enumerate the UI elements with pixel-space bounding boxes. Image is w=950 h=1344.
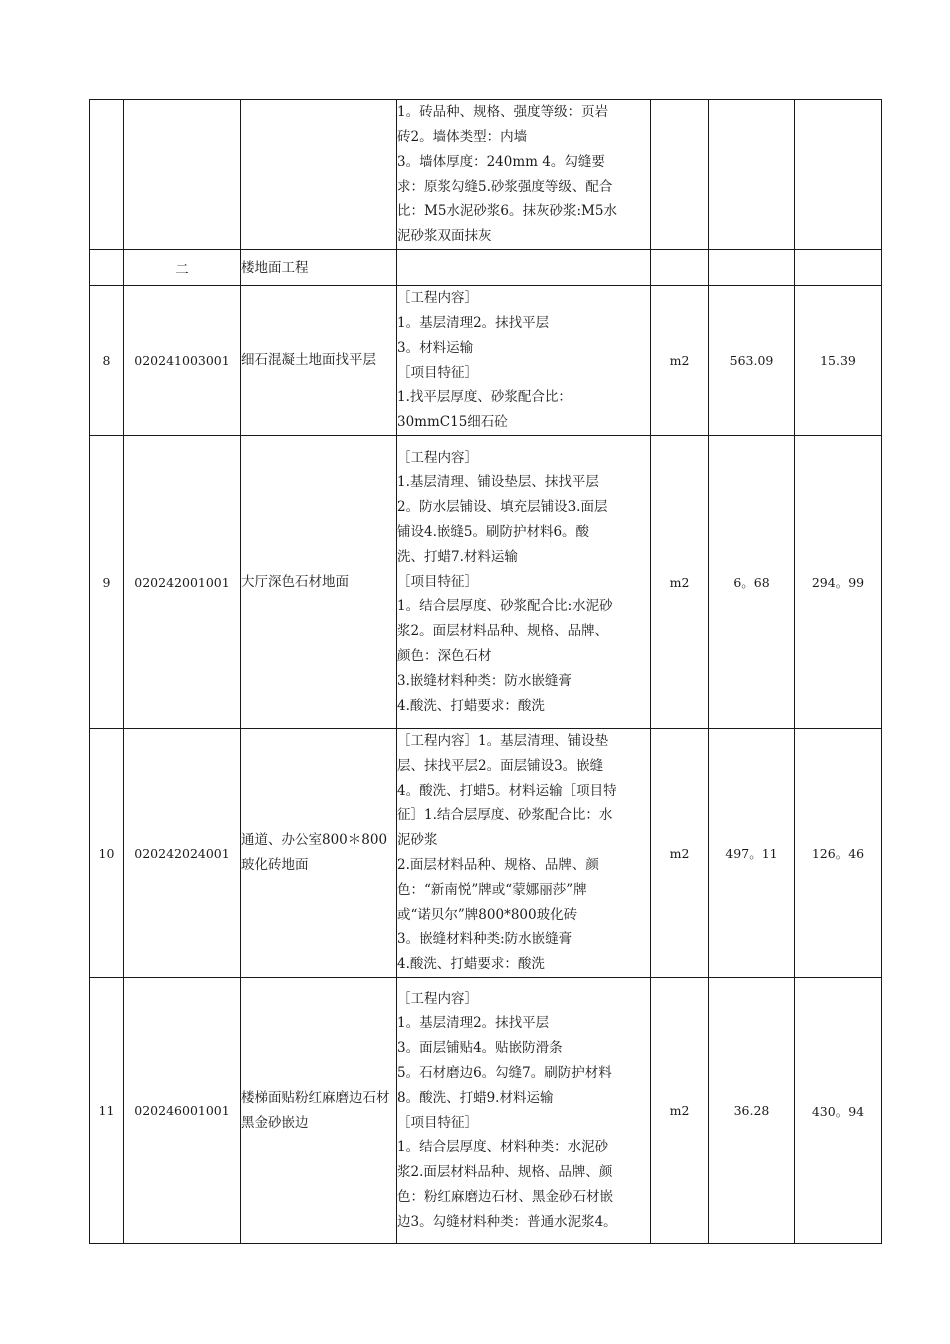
- quantity-cell: 6。68: [709, 436, 795, 729]
- row-number-cell: [90, 100, 124, 250]
- unit-price-cell: 294。99: [795, 436, 882, 729]
- description-line: 比：M5水泥砂浆6。抹灰砂浆:M5水: [397, 203, 617, 220]
- description-line: 3.嵌缝材料种类：防水嵌缝膏: [397, 672, 572, 689]
- description-line: 1。基层清理2。抹找平层: [397, 314, 550, 331]
- unit-price-cell: 126。46: [795, 729, 882, 978]
- description-line: 求：原浆勾缝5.砂浆强度等级、配合: [397, 178, 613, 195]
- quantity-cell: [709, 250, 795, 286]
- unit-price-cell: [795, 250, 882, 286]
- unit-cell: [651, 250, 709, 286]
- unit-price-cell: 430。94: [795, 978, 882, 1244]
- description-line: 或“诺贝尔”牌800*800玻化砖: [397, 906, 578, 923]
- item-name-cell: 楼梯面贴粉红麻磨边石材黑金砂嵌边: [241, 978, 397, 1244]
- description-line: ［工程内容］: [397, 990, 478, 1007]
- description-line: 1.基层清理、铺设垫层、抹找平层: [397, 474, 599, 491]
- description-line: 3。墙体厚度：240mm 4。勾缝要: [397, 153, 605, 170]
- table-row: [90, 100, 882, 250]
- unit-cell: m2: [651, 978, 709, 1244]
- item-name-cell: 大厅深色石材地面: [241, 436, 397, 729]
- description-line: ［项目特征］: [397, 1114, 478, 1131]
- description-cell: [397, 978, 651, 1244]
- quantity-cell: [709, 100, 795, 250]
- table-row: [90, 436, 882, 729]
- description-line: 2.面层材料品种、规格、品牌、颜: [397, 857, 599, 873]
- description-cell: [397, 250, 651, 286]
- description-line: ［工程内容］: [397, 449, 478, 466]
- description-line: ［工程内容］: [397, 290, 478, 307]
- description-cell: [397, 729, 651, 978]
- section-number-cell: 二: [124, 250, 241, 286]
- description-line: 色：“新南悦”牌或“蒙娜丽莎”牌: [397, 881, 587, 898]
- unit-price-cell: [795, 100, 882, 250]
- description-line: 1。砖品种、规格、强度等级：页岩: [397, 104, 609, 121]
- description-lines: [397, 987, 650, 1235]
- description-line: 4.酸洗、打蜡要求：酸洗: [397, 956, 545, 973]
- description-line: 泥砂浆双面抹灰: [397, 228, 492, 245]
- description-line: 洗、打蜡7.材料运输: [397, 548, 518, 565]
- row-number-cell: [90, 250, 124, 286]
- description-line: 铺设4.嵌缝5。刷防护材料6。酸: [397, 524, 590, 540]
- description-cell: [397, 100, 651, 250]
- row-number-cell: 8: [90, 286, 124, 436]
- unit-cell: m2: [651, 286, 709, 436]
- bill-of-quantities-table: [89, 99, 882, 1244]
- description-line: 4。酸洗、打蜡5。材料运输［项目特: [397, 782, 617, 799]
- row-number-cell: 9: [90, 436, 124, 729]
- row-number-cell: 11: [90, 978, 124, 1244]
- description-cell: [397, 436, 651, 729]
- description-line: 泥砂浆: [397, 832, 438, 849]
- description-line: 征］1.结合层厚度、砂浆配合比：水: [397, 807, 613, 824]
- description-lines: [397, 100, 650, 249]
- quantity-cell: 563.09: [709, 286, 795, 436]
- section-title-cell: 楼地面工程: [241, 250, 397, 286]
- description-line: 2。防水层铺设、填充层铺设3.面层: [397, 499, 608, 516]
- description-line: ［项目特征］: [397, 573, 478, 590]
- unit-cell: m2: [651, 436, 709, 729]
- item-name-cell: 通道、办公室800＊800玻化砖地面: [241, 729, 397, 978]
- description-line: 边3。勾缝材料种类：普通水泥浆4。: [397, 1213, 617, 1230]
- description-line: ［工程内容］1。基层清理、铺设垫: [397, 733, 609, 750]
- description-line: 1。基层清理2。抹找平层: [397, 1015, 550, 1032]
- item-code-cell: [124, 100, 241, 250]
- item-name-cell: [241, 100, 397, 250]
- table-row: [90, 729, 882, 978]
- table-row: [90, 978, 882, 1244]
- description-line: 砖2。墙体类型：内墙: [397, 128, 528, 145]
- quantity-cell: 36.28: [709, 978, 795, 1244]
- description-lines: [397, 446, 650, 719]
- description-line: 3。嵌缝材料种类:防水嵌缝膏: [397, 931, 573, 948]
- row-number-cell: 10: [90, 729, 124, 978]
- quantity-cell: 497。11: [709, 729, 795, 978]
- description-line: 1。结合层厚度、砂浆配合比:水泥砂: [397, 598, 613, 615]
- item-code-cell: 020246001001: [124, 978, 241, 1244]
- section-row: [90, 250, 882, 286]
- description-line: 30mmC15细石砼: [397, 414, 508, 431]
- description-line: 5。石材磨边6。勾缝7。刷防护材料: [397, 1064, 612, 1081]
- item-code-cell: 020242001001: [124, 436, 241, 729]
- description-line: 3。面层铺贴4。贴嵌防滑条: [397, 1040, 563, 1057]
- description-cell: [397, 286, 651, 436]
- table-row: [90, 286, 882, 436]
- item-code-cell: 020241003001: [124, 286, 241, 436]
- description-line: 浆2.面层材料品种、规格、品牌、颜: [397, 1164, 613, 1181]
- description-line: 3。材料运输: [397, 339, 474, 356]
- description-lines: [397, 286, 650, 435]
- item-name-cell: 细石混凝土地面找平层: [241, 286, 397, 436]
- description-line: 层、抹找平层2。面层铺设3。嵌缝: [397, 757, 604, 774]
- description-line: 浆2。面层材料品种、规格、品牌、: [397, 623, 609, 640]
- unit-cell: [651, 100, 709, 250]
- description-lines: [397, 729, 650, 977]
- item-code-cell: 020242024001: [124, 729, 241, 978]
- description-line: 1.找平层厚度、砂浆配合比：: [397, 389, 572, 406]
- description-line: ［项目特征］: [397, 364, 478, 381]
- unit-price-cell: 15.39: [795, 286, 882, 436]
- description-line: 1。结合层厚度、材料种类：水泥砂: [397, 1139, 609, 1156]
- description-line: 8。酸洗、打蜡9.材料运输: [397, 1089, 554, 1106]
- unit-cell: m2: [651, 729, 709, 978]
- description-line: 色：粉红麻磨边石材、黑金砂石材嵌: [397, 1188, 613, 1205]
- description-line: 4.酸洗、打蜡要求：酸洗: [397, 697, 545, 714]
- description-line: 颜色：深色石材: [397, 647, 492, 664]
